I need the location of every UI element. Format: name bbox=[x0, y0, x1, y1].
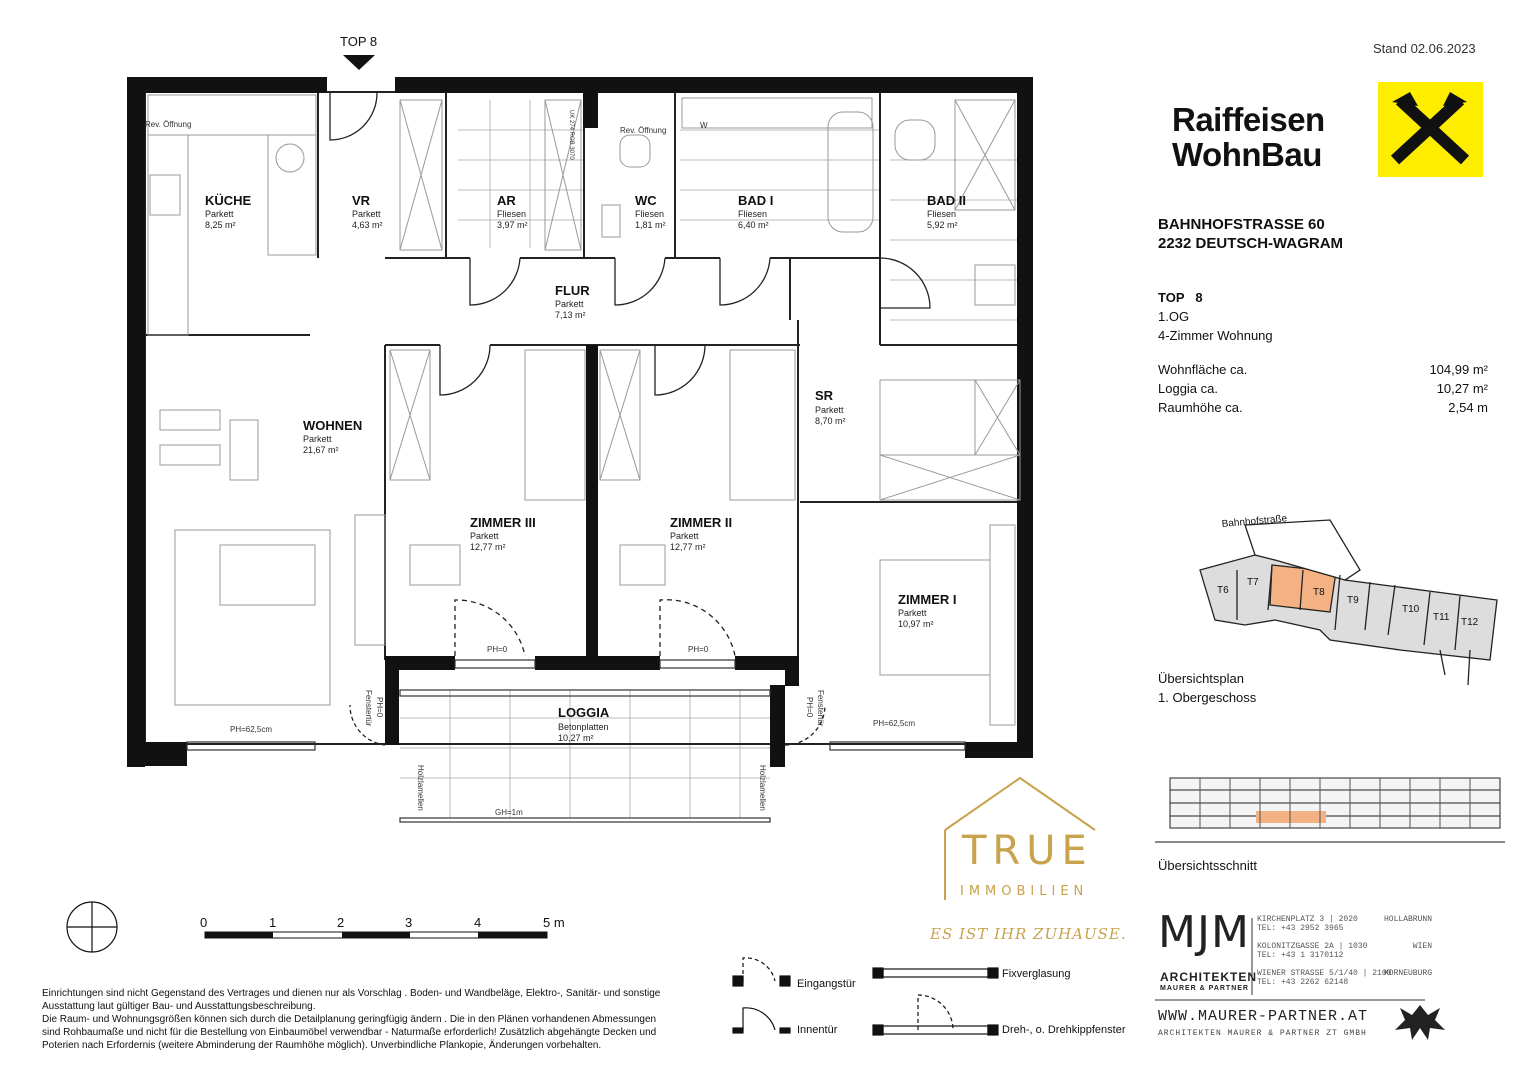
legend-symbols bbox=[733, 958, 998, 1035]
disclaimer-line: Ausstattung laut gültiger Bau- und Ausstattungsbeschreibung. bbox=[42, 1001, 316, 1012]
scale-bar bbox=[205, 932, 547, 938]
room-floor: Fliesen bbox=[497, 209, 527, 219]
architect-company: ARCHITEKTEN MAURER & PARTNER ZT GMBH bbox=[1158, 1029, 1367, 1038]
scale-tick: 4 bbox=[474, 915, 482, 930]
window-door-note: Fenstertür bbox=[816, 690, 825, 727]
address-line2: 2232 DEUTSCH-WAGRAM bbox=[1158, 235, 1344, 252]
legend-label: Innentür bbox=[797, 1024, 838, 1036]
room-floor: Parkett bbox=[352, 209, 381, 219]
legend-label: Fixverglasung bbox=[1002, 968, 1071, 980]
office bbox=[1257, 942, 1432, 966]
room-area: 7,13 m² bbox=[555, 310, 586, 320]
scale-tick: 5 m bbox=[543, 915, 565, 930]
room-floor: Parkett bbox=[303, 434, 332, 444]
stand-date: Stand 02.06.2023 bbox=[1373, 41, 1476, 56]
room-area: 4,63 m² bbox=[352, 220, 383, 230]
architect-website[interactable]: WWW.MAURER-PARTNER.AT bbox=[1158, 1008, 1369, 1025]
room-name: BAD I bbox=[738, 193, 774, 208]
unit-info bbox=[1158, 288, 1273, 345]
room-name: FLUR bbox=[555, 283, 590, 298]
room-floor: Fliesen bbox=[635, 209, 665, 219]
compass-icon bbox=[67, 902, 117, 952]
room-name: ZIMMER III bbox=[470, 515, 536, 530]
overview-plan-caption bbox=[1158, 669, 1256, 707]
legend-label: Eingangstür bbox=[797, 978, 856, 990]
room-floor: Parkett bbox=[815, 405, 844, 415]
legend-label: Dreh-, o. Drehkippfenster bbox=[1002, 1024, 1126, 1036]
office-city: WIEN bbox=[1412, 942, 1432, 951]
rev-opening-note: Rev. Öffnung bbox=[145, 120, 192, 129]
office-address: KIRCHENPLATZ 3 | 2020 bbox=[1257, 915, 1358, 924]
room-floor: Parkett bbox=[470, 531, 499, 541]
room-area: 1,81 m² bbox=[635, 220, 666, 230]
room-name: SR bbox=[815, 388, 834, 403]
stat-value: 104,99 m² bbox=[1429, 362, 1488, 377]
top-label: TOP bbox=[1158, 290, 1185, 305]
unit-label: T12 bbox=[1461, 617, 1479, 628]
stat-row bbox=[1158, 381, 1488, 396]
disclaimer-line: Poterien nach Erfordernis (weitere Abminderung der Raumhöhe möglich). Unverbindliche Plankopie, Änderungen vorbehalten. bbox=[42, 1040, 602, 1051]
street-label: Bahnhofstraße bbox=[1221, 513, 1288, 530]
tile-pattern-bad bbox=[680, 130, 1020, 320]
stat-row bbox=[1158, 400, 1488, 415]
room-name: ZIMMER II bbox=[670, 515, 733, 530]
architect-name: ARCHITEKTEN bbox=[1160, 970, 1257, 984]
raiffeisen-logo-icon bbox=[1378, 82, 1483, 177]
stat-value: 2,54 m bbox=[1448, 400, 1488, 415]
true-logo-subtext: IMMOBILIEN bbox=[960, 884, 1089, 899]
unit-label-highlight: T8 bbox=[1313, 587, 1325, 598]
room-name: ZIMMER I bbox=[898, 592, 957, 607]
office-address: WIENER STRASSE 5/1/40 | 2100 bbox=[1257, 969, 1392, 978]
office-tel: TEL: +43 2952 3965 bbox=[1257, 924, 1344, 933]
scale-tick: 3 bbox=[405, 915, 413, 930]
brand-name-line1: Raiffeisen bbox=[1172, 101, 1325, 138]
scale-tick: 1 bbox=[269, 915, 277, 930]
room-floor: Parkett bbox=[670, 531, 699, 541]
office-list bbox=[1257, 915, 1432, 993]
unit-label: T11 bbox=[1433, 612, 1450, 623]
room-area: 5,92 m² bbox=[927, 220, 958, 230]
disclaimer bbox=[42, 987, 722, 1052]
apartment-type: 4-Zimmer Wohnung bbox=[1158, 328, 1273, 343]
disclaimer-line: Die Raum- und Wohnungsgrößen können sich durch die Detailplanung geringfügig ändern . Die in den Plänen vorhandenen Abmessungen bbox=[42, 1014, 657, 1025]
room-area: 10,27 m² bbox=[558, 733, 594, 743]
washer-note: W bbox=[700, 121, 708, 130]
room-floor: Fliesen bbox=[738, 209, 768, 219]
stat-value: 10,27 m² bbox=[1436, 381, 1488, 396]
room-area: 12,77 m² bbox=[470, 542, 506, 552]
room-name: AR bbox=[497, 193, 516, 208]
room-area: 8,70 m² bbox=[815, 416, 846, 426]
room-area: 3,97 m² bbox=[497, 220, 528, 230]
parapet-note: PH=0 bbox=[487, 645, 508, 654]
slats-note: Holzlamellen bbox=[416, 765, 425, 811]
room-area: 12,77 m² bbox=[670, 542, 706, 552]
slats-note: Holzlamellen bbox=[758, 765, 767, 811]
rev-opening-note: Rev. Öffnung bbox=[620, 126, 667, 135]
disclaimer-line: Einrichtungen sind nicht Gegenstand des Vertrages und dienen nur als Vorschlag . Boden- und Wandbeläge, Elektro-, Sanitär- und sonstige bbox=[42, 988, 661, 999]
unit-label: T6 bbox=[1217, 585, 1229, 596]
office-tel: TEL: +43 2262 62148 bbox=[1257, 978, 1349, 987]
office bbox=[1257, 969, 1432, 993]
address-line1: BAHNHOFSTRASSE 60 bbox=[1158, 216, 1325, 233]
railing-note: GH=1m bbox=[495, 808, 523, 817]
room-area: 6,40 m² bbox=[738, 220, 769, 230]
scale-tick: 0 bbox=[200, 915, 208, 930]
office-address: KOLONITZGASSE 2A | 1030 bbox=[1257, 942, 1368, 951]
stat-label: Raumhöhe ca. bbox=[1158, 400, 1243, 415]
entrance-label: TOP 8 bbox=[340, 34, 378, 49]
unit-label: T9 bbox=[1347, 595, 1359, 606]
unit-label: T7 bbox=[1247, 577, 1259, 588]
stat-row bbox=[1158, 362, 1488, 377]
room-name: WC bbox=[635, 193, 657, 208]
room-floor: Parkett bbox=[205, 209, 234, 219]
room-name: VR bbox=[352, 193, 371, 208]
entrance-arrow-icon bbox=[343, 55, 375, 70]
parapet-note: PH=0 bbox=[688, 645, 709, 654]
parapet-note: PH=62,5cm bbox=[873, 719, 916, 728]
office-tel: TEL: +43 1 3170112 bbox=[1257, 951, 1344, 960]
stat-label: Wohnfläche ca. bbox=[1158, 362, 1248, 377]
overview-caption1: Übersichtsplan bbox=[1158, 671, 1244, 686]
eagle-emblem-icon bbox=[1395, 1005, 1445, 1040]
unit-label: T10 bbox=[1402, 604, 1420, 615]
architect-logo: MJM bbox=[1158, 907, 1250, 958]
brand-logo bbox=[1172, 102, 1325, 172]
parapet-note: PH=0 bbox=[375, 697, 384, 718]
room-area: 21,67 m² bbox=[303, 445, 339, 455]
window-door-note: Fenstertür bbox=[364, 690, 373, 727]
stat-label: Loggia ca. bbox=[1158, 381, 1218, 396]
room-floor: Fliesen bbox=[927, 209, 957, 219]
room-name: WOHNEN bbox=[303, 418, 363, 433]
parapet-note: PH=62,5cm bbox=[230, 725, 273, 734]
shaft-note: UK 274 ROB 3070 bbox=[568, 110, 574, 160]
disclaimer-line: sind Rohbaumaße und nicht für die Bestellung von Einbaumöbel verwendbar - Naturmaße erforderlich! Zusätzlich abgehängte Decken und bbox=[42, 1027, 657, 1038]
true-logo-text: TRUE bbox=[962, 828, 1093, 874]
parapet-note: PH=0 bbox=[805, 697, 814, 718]
top-number: 8 bbox=[1195, 290, 1203, 305]
address bbox=[1158, 215, 1343, 253]
room-name: BAD II bbox=[927, 193, 966, 208]
room-name: LOGGIA bbox=[558, 705, 610, 720]
overview-caption2: 1. Obergeschoss bbox=[1158, 690, 1257, 705]
room-floor: Parkett bbox=[898, 608, 927, 618]
room-floor: Betonplatten bbox=[558, 722, 609, 732]
office bbox=[1257, 915, 1432, 939]
architect-name2: MAURER & PARTNER bbox=[1160, 985, 1249, 992]
room-floor: Parkett bbox=[555, 299, 584, 309]
overview-section-diagram bbox=[1155, 778, 1505, 842]
exterior-walls bbox=[127, 77, 1033, 767]
true-slogan: ES IST IHR ZUHAUSE. bbox=[930, 925, 1127, 943]
room-name: KÜCHE bbox=[205, 193, 252, 208]
office-city: KORNEUBURG bbox=[1383, 969, 1432, 978]
floor-level: 1.OG bbox=[1158, 309, 1190, 324]
room-area: 8,25 m² bbox=[205, 220, 236, 230]
office-city: HOLLABRUNN bbox=[1383, 915, 1432, 924]
brand-name-line2: WohnBau bbox=[1172, 136, 1322, 173]
section-caption: Übersichtsschnitt bbox=[1158, 858, 1257, 873]
room-area: 10,97 m² bbox=[898, 619, 934, 629]
scale-tick: 2 bbox=[337, 915, 345, 930]
